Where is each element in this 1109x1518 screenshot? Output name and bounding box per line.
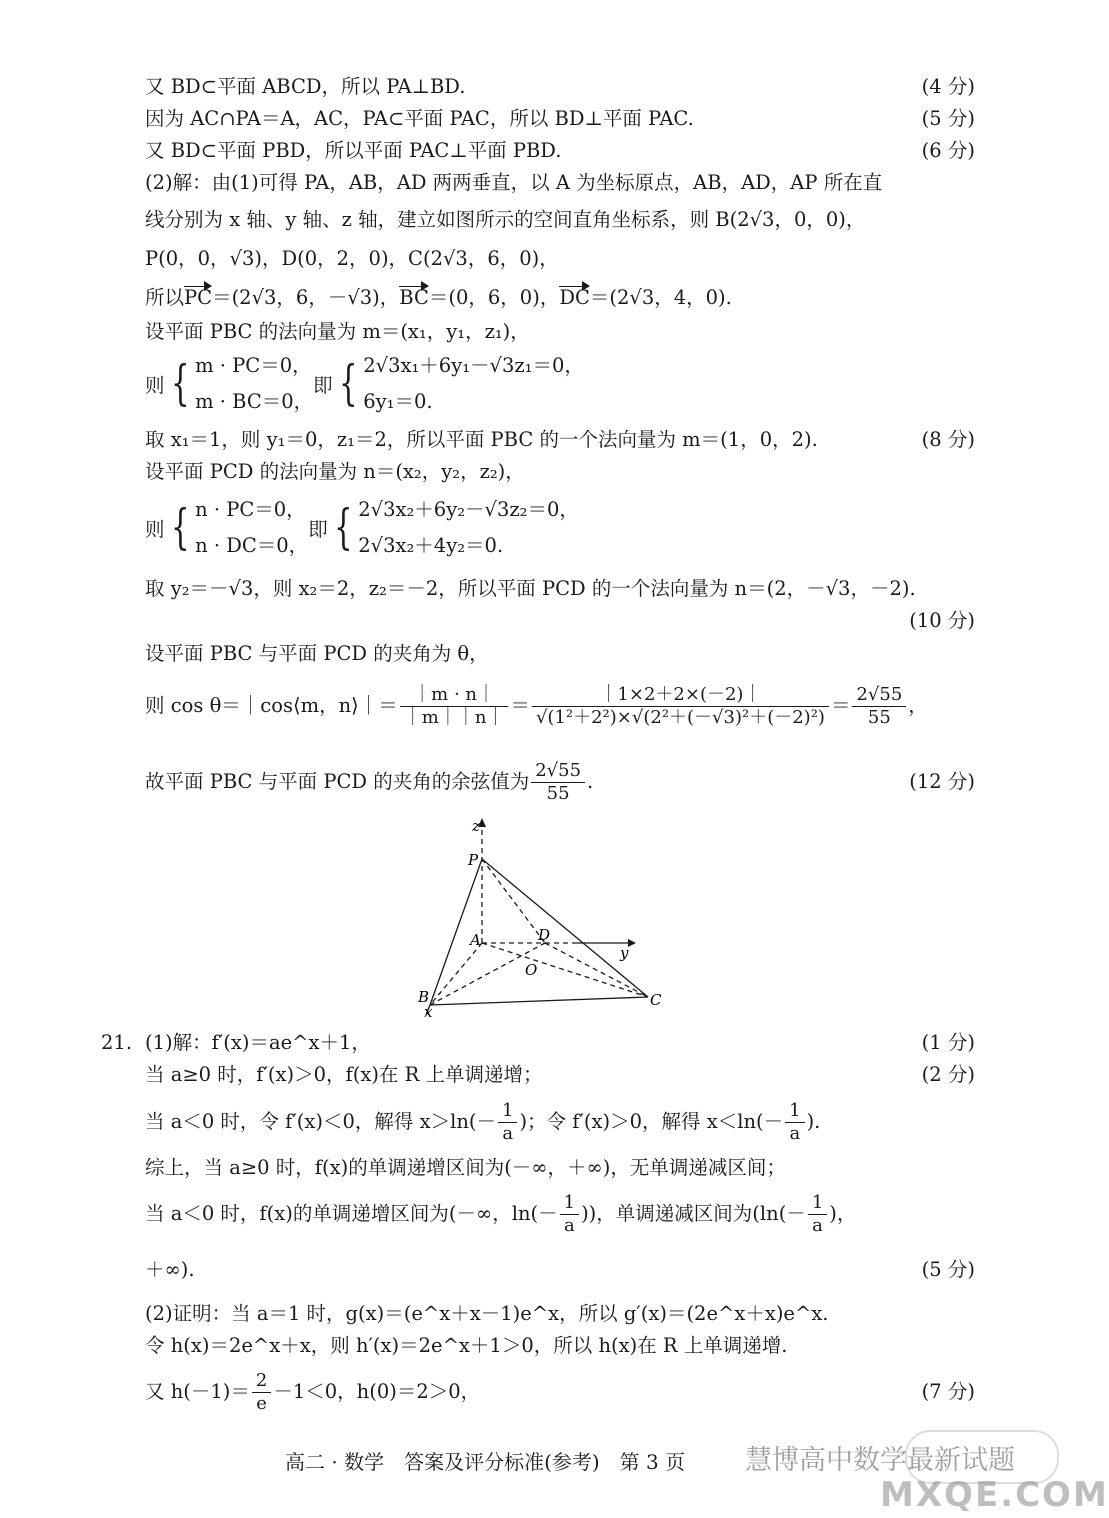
text-line: 又 BD⊂平面 ABCD，所以 PA⊥BD. (4 分) bbox=[145, 71, 975, 103]
page-footer: 高二 · 数学 答案及评分标准(参考) 第 3 页 bbox=[285, 1450, 686, 1474]
text-line bbox=[145, 605, 975, 637]
score: (4 分) bbox=[921, 75, 975, 98]
label-y: y bbox=[620, 944, 629, 962]
label-z: z bbox=[472, 817, 480, 835]
vector-pc: PC bbox=[184, 282, 212, 314]
score: (7 分) bbox=[921, 1380, 975, 1403]
score: (8 分) bbox=[921, 428, 975, 451]
text-line: 所以PC＝(2√3，6，－√3)，BC＝(0，6，0)，DC＝(2√3，4，0). bbox=[145, 282, 975, 314]
score: (1 分) bbox=[921, 1031, 975, 1054]
text-line: 当 a＜0 时，f(x)的单调递增区间为(－∞，ln(－ $\frac{1}{a}$ ))，单调递减区间为(ln(－ $\frac{1}{a}$ )， bbox=[145, 1192, 857, 1236]
text-line: 令 h(x)＝2e^x＋x，则 h′(x)＝2e^x＋1＞0，所以 h(x)在 R 上单调递增. bbox=[145, 1334, 788, 1357]
text-line: 综上，当 a≥0 时，f(x)的单调递增区间为(－∞，＋∞)，无单调递减区间； bbox=[145, 1156, 786, 1179]
score: (6 分) bbox=[921, 139, 975, 162]
text-line: 当 a≥0 时，f′(x)＞0，f(x)在 R 上单调递增； (2 分) bbox=[145, 1059, 975, 1091]
watermark-site: MXQE.COM bbox=[880, 1475, 1109, 1515]
label-c: C bbox=[650, 991, 662, 1009]
score: (2 分) bbox=[921, 1063, 975, 1086]
text-line: 设平面 PBC 的法向量为 m＝(x₁，y₁，z₁)， bbox=[145, 320, 530, 343]
text-line: 又 BD⊂平面 PBD，所以平面 PAC⊥平面 PBD. (6 分) bbox=[145, 135, 975, 167]
text-line: ＋∞). (5 分) bbox=[145, 1254, 975, 1286]
equation-system: 则 { n · PC＝0， n · DC＝0，即 { 2√3x₂＋6y₂－√3z₂＝0， 2√3x₂＋4y₂＝0. bbox=[145, 498, 579, 557]
label-a: A bbox=[470, 931, 481, 949]
score: (10 分) bbox=[909, 609, 975, 632]
text-line: P(0，0，√3)，D(0，2，0)，C(2√3，6，0)， bbox=[145, 247, 559, 270]
score: (12 分) bbox=[909, 770, 975, 793]
text-line: 线分别为 x 轴、y 轴、z 轴，建立如图所示的空间直角坐标系，则 B(2√3，0，0)， bbox=[145, 208, 866, 231]
text-line: 设平面 PCD 的法向量为 n＝(x₂，y₂，z₂)， bbox=[145, 460, 525, 483]
geometry-figure bbox=[410, 815, 670, 1025]
label-x: x bbox=[424, 1003, 433, 1021]
text-line: (2)证明：当 a＝1 时，g(x)＝(e^x＋x－1)e^x，所以 g′(x)＝(2e^x＋x)e^x. bbox=[145, 1302, 829, 1325]
label-d: D bbox=[538, 926, 551, 944]
text-line: (2)解：由(1)可得 PA，AB，AD 两两垂直，以 A 为坐标原点，AB，AD，AP 所在直 bbox=[145, 171, 883, 194]
text-line: 21. (1)解：f′(x)＝ae^x＋1， (1 分) bbox=[145, 1027, 975, 1059]
vector-bc: BC bbox=[399, 282, 429, 314]
equation-system: 则 { m · PC＝0， m · BC＝0，即 { 2√3x₁＋6y₁－√3z₁＝0， 6y₁＝0. bbox=[145, 354, 584, 413]
text-line: 当 a＜0 时，令 f′(x)＜0，解得 x＞ln(－ $\frac{1}{a}$ )；令 f′(x)＞0，解得 x＜ln(－ $\frac{1}{a}$ ). bbox=[145, 1100, 821, 1144]
vector-dc: DC bbox=[559, 282, 590, 314]
text-line: 设平面 PBC 与平面 PCD 的夹角为 θ， bbox=[145, 642, 489, 665]
text-line: 又 h(－1)＝ $\frac{2}{e}$ －1＜0，h(0)＝2＞0， (7 分) bbox=[145, 1368, 975, 1416]
watermark-account: 慧博高中数学最新试题 bbox=[745, 1445, 1015, 1476]
text-line: 因为 AC∩PA＝A，AC，PA⊂平面 PAC，所以 BD⊥平面 PAC. (5 分) bbox=[145, 103, 975, 135]
text-line: 取 y₂＝－√3，则 x₂＝2，z₂＝－2，所以平面 PCD 的一个法向量为 n＝(2，－√3，－2). bbox=[145, 577, 916, 600]
score: (5 分) bbox=[921, 107, 975, 130]
label-o: O bbox=[525, 961, 538, 979]
cos-formula: 则 cos θ＝｜cos⟨m，n⟩｜＝ $\frac{|m \cdot n|}{|m||n|}$ ＝ $\frac{|1\times 2+2\times(-2)|}{\text{√(1²＋2²)×√(2²＋(－√3)²＋(－2)²)}}$ ＝ $\frac{2√55}{55}$ ， bbox=[145, 684, 928, 728]
label-p: P bbox=[468, 851, 479, 869]
text-line: 故平面 PBC 与平面 PCD 的夹角的余弦值为 $\frac{2√55}{55}$ . (12 分) bbox=[145, 754, 975, 810]
question-number: 21. bbox=[101, 1031, 133, 1054]
score: (5 分) bbox=[921, 1258, 975, 1281]
text-line: 取 x₁＝1，则 y₁＝0，z₁＝2，所以平面 PBC 的一个法向量为 m＝(1，0，2). (8 分) bbox=[145, 424, 975, 456]
label-b: B bbox=[418, 988, 430, 1006]
